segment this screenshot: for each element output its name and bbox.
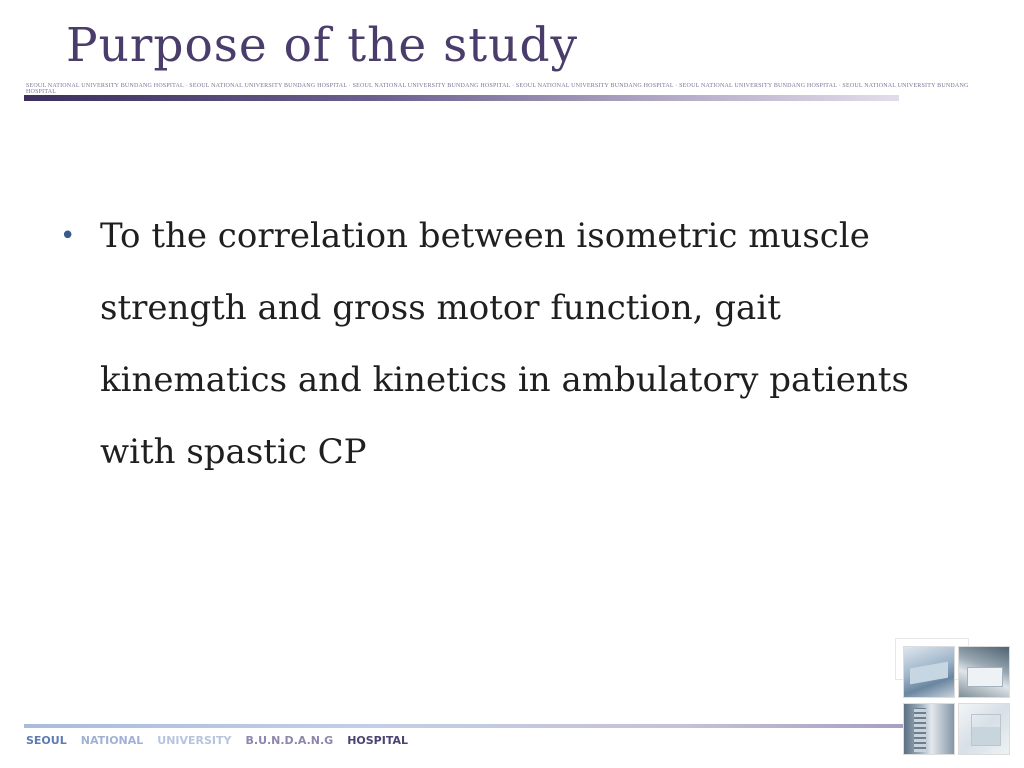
bullet-text: To the correlation between isometric muscle strength and gross motor function, gait kinematics and kinetics in ambulatory patients with spastic CP [100,216,909,472]
slide-title: Purpose of the study [66,18,579,73]
footer-hospital-name [26,734,408,747]
bullet-list [60,200,940,488]
footer-word-seoul: SEOUL [26,734,67,747]
footer-word-bundang: B.U.N.D.A.N.G [245,734,334,747]
header-divider [24,95,899,101]
ribbon-text: SEOUL NATIONAL UNIVERSITY BUNDANG HOSPITAL · SEOUL NATIONAL UNIVERSITY BUNDANG HOSPITAL · SEOUL NATIONAL UNIVERSITY BUNDANG HOSPITAL · SEOUL NATIONAL UNIVERSITY BUNDANG HOSPITAL · SEOUL NATIONAL UNIVERSITY BUNDANG HOSPITAL · SEOUL NATIONAL UNIVERSITY BUNDANG HOSPITAL [26,83,969,95]
footer-word-university: UNIVERSITY [157,734,232,747]
bullet-item [60,200,940,488]
building-photo-icon [958,703,1010,755]
header-ribbon-text [26,83,971,95]
footer-word-national: NATIONAL [80,734,144,747]
building-photo-icon [903,646,955,698]
building-photo-icon [903,703,955,755]
building-photo-icon [958,646,1010,698]
footer-divider [24,724,904,728]
bullet-marker: • [60,221,76,251]
footer-word-hospital: HOSPITAL [347,734,408,747]
